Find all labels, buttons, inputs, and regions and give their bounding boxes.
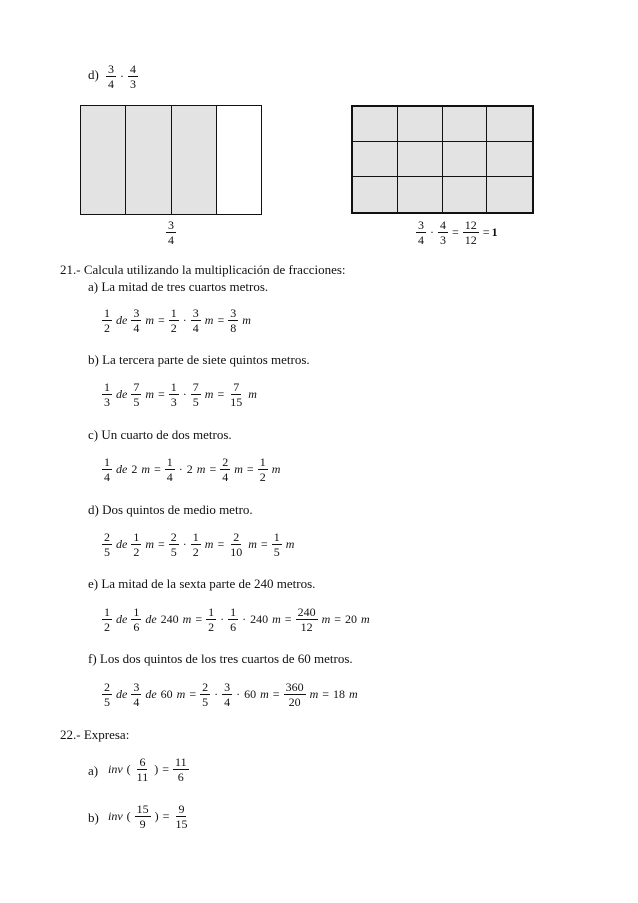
fraction	[206, 605, 216, 634]
denominator: 2	[170, 321, 177, 335]
fraction	[284, 680, 306, 709]
denominator: 4	[133, 695, 140, 709]
left-paren: (	[126, 809, 131, 823]
equals-sign: =	[246, 462, 254, 476]
number: 60	[244, 687, 257, 701]
denominator: 2	[104, 620, 110, 634]
denominator: 5	[273, 545, 280, 559]
fraction	[228, 306, 238, 335]
numerator: 2	[170, 530, 177, 544]
shaded-cell	[81, 106, 126, 214]
numerator: 3	[168, 218, 174, 232]
fraction	[135, 755, 151, 784]
unit-m: m	[182, 612, 192, 626]
multiply-sign: ·	[182, 537, 187, 551]
denominator: 2	[133, 545, 140, 559]
equals-sign: =	[162, 809, 170, 823]
fraction	[438, 218, 448, 247]
denominator: 5	[133, 395, 140, 409]
numerator: 9	[178, 802, 185, 816]
fraction	[191, 530, 201, 559]
fraction	[258, 455, 268, 484]
numerator: 4	[130, 62, 136, 76]
numerator: 1	[259, 455, 266, 469]
multiply-sign: ·	[220, 612, 225, 626]
fraction	[102, 530, 112, 559]
equals-sign: =	[154, 462, 161, 476]
numerator: 4	[440, 218, 446, 232]
numerator: 3	[108, 62, 114, 76]
fraction	[166, 218, 176, 247]
de-word: de	[116, 462, 128, 476]
numerator: 2	[233, 530, 240, 544]
result-value: 18	[333, 687, 346, 701]
unit-m: m	[204, 537, 214, 551]
result-value: 20	[345, 612, 358, 626]
q21-a-label: a) La mitad de tres cuartos metros.	[88, 279, 269, 294]
numerator: 3	[230, 306, 237, 320]
fraction	[169, 380, 179, 409]
denominator: 4	[108, 77, 114, 91]
fraction	[416, 218, 426, 247]
numerator: 1	[133, 605, 140, 619]
denominator: 20	[288, 695, 301, 709]
shaded-cell	[353, 142, 398, 177]
fraction	[222, 680, 232, 709]
denominator: 12	[464, 233, 477, 247]
de-word: de	[116, 612, 128, 626]
q21-f-label: f) Los dos quintos de los tres cuartos de 60 metros.	[88, 651, 353, 666]
shaded-cell	[398, 142, 443, 177]
de-word: de	[145, 612, 157, 626]
denominator: 4	[104, 470, 110, 484]
denominator: 9	[139, 817, 146, 831]
multiply-sign: ·	[214, 687, 219, 701]
left-figure-caption	[164, 218, 178, 247]
unit-m: m	[272, 612, 281, 626]
numerator: 11	[175, 755, 187, 769]
de-word: de	[145, 687, 157, 701]
numerator: 7	[192, 380, 199, 394]
unit-m: m	[260, 687, 269, 701]
fraction	[131, 380, 141, 409]
denominator: 10	[230, 545, 243, 559]
unit-m: m	[321, 612, 331, 626]
equals-sign: =	[158, 537, 165, 551]
part-d-label: d)	[88, 67, 99, 82]
numerator: 1	[104, 306, 110, 320]
fraction	[131, 306, 141, 335]
equals-sign: =	[260, 537, 268, 551]
inv-function: inv	[108, 762, 123, 776]
q21-f-expression	[100, 680, 360, 709]
fraction	[131, 605, 141, 634]
denominator: 6	[177, 770, 184, 784]
shaded-cell	[398, 107, 443, 142]
number: 2	[131, 462, 138, 476]
result-value: 1	[491, 225, 498, 239]
shaded-cell	[126, 106, 171, 214]
denominator: 3	[440, 233, 446, 247]
unit-m: m	[271, 462, 281, 476]
numerator: 2	[202, 680, 209, 694]
denominator: 2	[192, 545, 199, 559]
fraction	[191, 306, 201, 335]
fraction	[135, 802, 151, 831]
numerator: 7	[233, 380, 240, 394]
unit-m: m	[361, 612, 370, 626]
denominator: 4	[224, 695, 231, 709]
q22-b-expression	[106, 802, 191, 831]
denominator: 5	[170, 545, 177, 559]
number: 60	[160, 687, 173, 701]
shaded-cell	[487, 177, 532, 212]
denominator: 4	[222, 470, 229, 484]
shaded-cell	[398, 177, 443, 212]
fraction	[272, 530, 282, 559]
denominator: 8	[230, 321, 237, 335]
denominator: 11	[136, 770, 149, 784]
shaded-cell	[443, 177, 488, 212]
numerator: 3	[192, 306, 199, 320]
denominator: 4	[133, 321, 140, 335]
de-word: de	[116, 687, 128, 701]
empty-cell	[217, 106, 261, 214]
numerator: 3	[224, 680, 231, 694]
q21-c-label: c) Un cuarto de dos metros.	[88, 427, 232, 442]
numerator: 3	[418, 218, 424, 232]
equals-sign: =	[158, 313, 165, 327]
fraction	[228, 605, 238, 634]
multiply-sign: ·	[236, 687, 241, 701]
q21-e-label: e) La mitad de la sexta parte de 240 metros.	[88, 576, 316, 591]
numerator: 2	[104, 530, 110, 544]
denominator: 6	[133, 620, 140, 634]
unit-m: m	[248, 537, 257, 551]
q21-a-expression	[100, 306, 253, 335]
numerator: 1	[192, 530, 199, 544]
multiply-sign: ·	[430, 225, 434, 239]
fraction	[102, 605, 112, 634]
denominator: 15	[175, 817, 188, 831]
equals-sign: =	[272, 687, 280, 701]
q22-b-label: b)	[88, 810, 99, 825]
shaded-cell	[172, 106, 217, 214]
equals-sign: =	[334, 612, 342, 626]
unit-m: m	[196, 462, 206, 476]
unit-m: m	[285, 537, 295, 551]
numerator: 1	[133, 530, 140, 544]
equals-sign: =	[217, 537, 225, 551]
equals-sign: =	[195, 612, 203, 626]
numerator: 1	[273, 530, 280, 544]
fraction	[131, 530, 141, 559]
equals-sign: =	[482, 225, 490, 239]
equals-sign: =	[209, 462, 217, 476]
left-paren: (	[126, 762, 131, 776]
unit-m: m	[141, 462, 150, 476]
fraction	[131, 680, 141, 709]
denominator: 12	[300, 620, 313, 634]
equals-sign: =	[158, 387, 165, 401]
denominator: 3	[170, 395, 177, 409]
unit-m: m	[234, 462, 243, 476]
fraction	[200, 680, 210, 709]
fraction	[169, 306, 179, 335]
shaded-cell	[487, 142, 532, 177]
equals-sign: =	[217, 313, 225, 327]
denominator: 5	[104, 545, 110, 559]
shaded-cell	[443, 107, 488, 142]
fraction-bar-figure-left	[80, 105, 262, 215]
denominator: 5	[202, 695, 209, 709]
unit-m: m	[176, 687, 186, 701]
q21-e-expression	[100, 605, 372, 634]
fraction	[173, 802, 189, 831]
fraction	[102, 680, 112, 709]
shaded-cell	[353, 177, 398, 212]
equals-sign: =	[284, 612, 292, 626]
numerator: 1	[230, 605, 237, 619]
multiply-sign: ·	[178, 462, 183, 476]
numerator: 2	[222, 455, 229, 469]
fraction	[173, 755, 189, 784]
denominator: 2	[259, 470, 266, 484]
unit-m: m	[204, 387, 214, 401]
shaded-cell	[487, 107, 532, 142]
numerator: 1	[208, 605, 215, 619]
right-figure-caption	[414, 218, 498, 247]
number: 240	[250, 612, 269, 626]
unit-m: m	[248, 387, 257, 401]
right-paren: )	[154, 809, 159, 823]
numerator: 1	[104, 380, 110, 394]
unit-m: m	[145, 537, 154, 551]
numerator: 2	[104, 680, 110, 694]
q22-a-label: a)	[88, 763, 99, 778]
numerator: 1	[104, 605, 110, 619]
numerator: 3	[133, 306, 140, 320]
shaded-cell	[353, 107, 398, 142]
q21-c-expression	[100, 455, 282, 484]
multiply-sign: ·	[182, 313, 187, 327]
denominator: 6	[230, 620, 237, 634]
equals-sign: =	[189, 687, 197, 701]
numerator: 1	[170, 306, 177, 320]
unit-m: m	[309, 687, 319, 701]
numerator: 12	[464, 218, 477, 232]
equals-sign: =	[452, 225, 459, 239]
denominator: 5	[104, 695, 110, 709]
fraction	[169, 530, 179, 559]
numerator: 1	[166, 455, 173, 469]
fraction	[228, 380, 244, 409]
equals-sign: =	[322, 687, 330, 701]
de-word: de	[116, 313, 128, 327]
numerator: 360	[285, 680, 304, 694]
number: 240	[160, 612, 179, 626]
numerator: 7	[133, 380, 140, 394]
q22-a-expression	[106, 755, 191, 784]
q21-d-expression	[100, 530, 296, 559]
part-d-expression	[104, 62, 140, 91]
numerator: 3	[133, 680, 140, 694]
inv-function: inv	[108, 809, 123, 823]
number: 2	[186, 462, 193, 476]
denominator: 4	[168, 233, 174, 247]
fraction	[463, 218, 479, 247]
fraction	[296, 605, 318, 634]
fraction	[220, 455, 230, 484]
denominator: 4	[166, 470, 173, 484]
unit-m: m	[349, 687, 358, 701]
multiply-sign: ·	[120, 69, 124, 83]
de-word: de	[116, 537, 128, 551]
fraction	[106, 62, 116, 91]
fraction-grid-figure-right	[351, 105, 534, 214]
denominator: 2	[104, 321, 110, 335]
numerator: 15	[136, 802, 149, 816]
denominator: 3	[104, 395, 110, 409]
fraction	[165, 455, 175, 484]
equals-sign: =	[162, 762, 170, 776]
numerator: 1	[104, 455, 110, 469]
denominator: 15	[230, 395, 243, 409]
fraction	[191, 380, 201, 409]
de-word: de	[116, 387, 128, 401]
shaded-cell	[443, 142, 488, 177]
unit-m: m	[204, 313, 214, 327]
denominator: 3	[130, 77, 136, 91]
unit-m: m	[145, 387, 154, 401]
fraction	[102, 455, 112, 484]
denominator: 5	[192, 395, 199, 409]
unit-m: m	[145, 313, 154, 327]
fraction	[128, 62, 138, 91]
fraction	[102, 380, 112, 409]
numerator: 1	[170, 380, 177, 394]
question-22-title: 22.- Expresa:	[60, 727, 130, 742]
right-paren: )	[154, 762, 159, 776]
fraction	[102, 306, 112, 335]
unit-m: m	[242, 313, 251, 327]
denominator: 4	[418, 233, 424, 247]
question-21-title: 21.- Calcula utilizando la multiplicación de fracciones:	[60, 262, 346, 277]
multiply-sign: ·	[182, 387, 187, 401]
numerator: 240	[297, 605, 316, 619]
equals-sign: =	[217, 387, 225, 401]
denominator: 4	[192, 321, 199, 335]
q21-b-label: b) La tercera parte de siete quintos metros.	[88, 352, 310, 367]
denominator: 2	[208, 620, 215, 634]
numerator: 6	[139, 755, 146, 769]
multiply-sign: ·	[242, 612, 247, 626]
fraction	[228, 530, 244, 559]
q21-d-label: d) Dos quintos de medio metro.	[88, 502, 253, 517]
q21-b-expression	[100, 380, 259, 409]
